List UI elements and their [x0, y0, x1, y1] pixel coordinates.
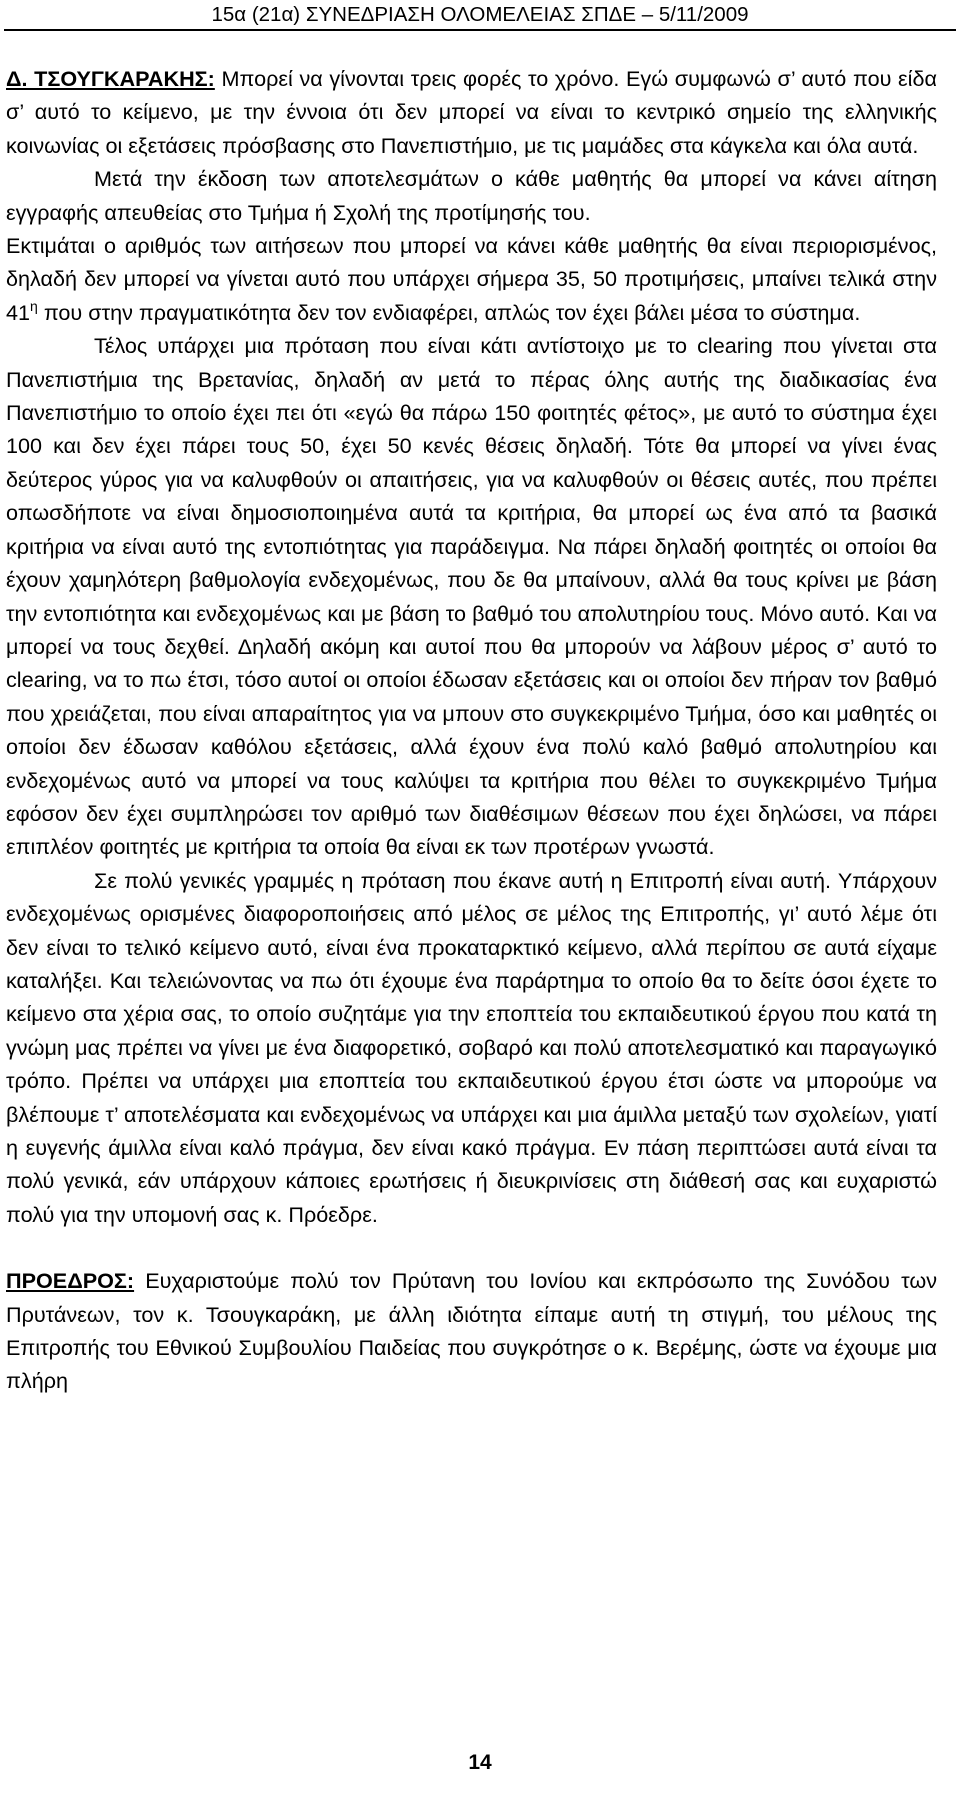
paragraph-text: Εκτιμάται ο αριθμός των αιτήσεων που μπορεί να κάνει κάθε μαθητής θα είναι περιορισμένος, δηλαδή δεν μπορεί να γίνεται αυτό που υπάρχει σήμερα 35, 50 προτιμήσεις, μπαίνει τελικά στην 41	[6, 233, 937, 325]
speaker-name: ΠΡΟΕΔΡΟΣ:	[6, 1268, 135, 1294]
paragraph	[6, 229, 937, 329]
paragraph: Σε πολύ γενικές γραμμές η πρόταση που έκανε αυτή η Επιτροπή είναι αυτή. Υπάρχουν ενδεχομένως ορισμένες διαφοροποιήσεις από μέλος σε μέλος της Επιτροπής, γι’ αυτό λέμε ότι δεν είναι το τελικό κείμενο αυτό, είναι ένα προκαταρκτικό κείμενο, αλλά περίπου σε αυτά είχαμε καταλήξει. Και τελειώνοντας να πω ότι έχουμε ένα παράρτημα το οποίο θα το δείτε όσοι έχετε το κείμενο στα χέρια σας, το οποίο συζητάμε για την εποπτεία του εκπαιδευτικού έργου που κατά τη γνώμη μας πρέπει να γίνει με ένα διαφορετικό, σοβαρό και πολύ αποτελεσματικό και παραγωγικό τρόπο. Πρέπει να υπάρχει μια εποπτεία του εκπαιδευτικού έργου έτσι ώστε να μπορούμε να βλέπουμε τ’ αποτελέσματα και ενδεχομένως να υπάρχει και μια άμιλλα μεταξύ των σχολείων, γιατί η ευγενής άμιλλα είναι καλό πράγμα, δεν είναι κακό πράγμα. Εν πάση περιπτώσει αυτά είναι τα πολύ γενικά, εάν υπάρχουν κάποιες ερωτήσεις ή διευκρινίσεις στη διάθεσή σας και ευχαριστώ πολύ για την υπομονή σας κ. Πρόεδρε.	[6, 867, 937, 1227]
ordinal-superscript: η	[30, 297, 38, 314]
page-number: 14	[468, 1751, 492, 1774]
paragraph	[6, 1264, 937, 1398]
paragraph-text: Ευχαριστούμε πολύ τον Πρύτανη του Ιονίου και εκπρόσωπο της Συνόδου των Πρυτάνεων, τον κ. Τσουγκαράκη, με άλλη ιδιότητα είπαμε αυτή τη στιγμή, του μέλους της Επιτροπής του Εθνικού Συμβουλίου Παιδείας που συγκρότησε ο κ. Βερέμης, ώστε να έχουμε μια πλήρη	[6, 1268, 937, 1394]
paragraph-text: Μπορεί να γίνονται τρεις φορές το χρόνο. Εγώ συμφωνώ σ’ αυτό που είδα σ’ αυτό το κείμενο, με την έννοια ότι δεν μπορεί να είναι το κεντρικό σημείο της ελληνικής κοινωνίας οι εξετάσεις πρόσβασης στο Πανεπιστήμιο, με τις μαμάδες στα κάγκελα και όλα αυτά.	[6, 66, 937, 158]
header-divider	[4, 29, 956, 31]
paragraph: Μετά την έκδοση των αποτελεσμάτων ο κάθε μαθητής θα μπορεί να κάνει αίτηση εγγραφής απευθείας στο Τμήμα ή Σχολή της προτίμησής του.	[6, 166, 937, 225]
page-header: 15α (21α) ΣΥΝΕΔΡΙΑΣΗ ΟΛΟΜΕΛΕΙΑΣ ΣΠΔΕ – 5/11/2009	[211, 3, 749, 26]
paragraph	[6, 62, 937, 162]
paragraph-text: που στην πραγματικότητα δεν τον ενδιαφέρει, απλώς τον έχει βάλει μέσα το σύστημα.	[37, 299, 861, 325]
paragraph: Τέλος υπάρχει μια πρόταση που είναι κάτι αντίστοιχο με το clearing που γίνεται στα Πανεπιστήμια της Βρετανίας, δηλαδή αν μετά το πέρας όλης αυτής της διαδικασίας ένα Πανεπιστήμιο το οποίο έχει πει ότι «εγώ θα πάρω 150 φοιτητές φέτος», με αυτό το σύστημα έχει 100 και δεν έχει πάρει τους 50, έχει 50 κενές θέσεις δηλαδή. Τότε θα μπορεί να γίνει ένας δεύτερος γύρος για να καλυφθούν οι απαιτήσεις, για να καλυφθούν οι θέσεις αυτές, που πρέπει οπωσδήποτε να είναι δημοσιοποιημένα αυτά τα κριτήρια, θα μπορεί ως ένα από τα βασικά κριτήρια να είναι αυτό της εντοπιότητας για παράδειγμα. Να πάρει δηλαδή φοιτητές οι οποίοι θα έχουν χαμηλότερη βαθμολογία ενδεχομένως, που δε θα μπαίνουν, αλλά θα τους κρίνει με βάση την εντοπιότητα και ενδεχομένως και με βάση το βαθμό του απολυτηρίου τους. Μόνο αυτό. Και να μπορεί να τους δεχθεί. Δηλαδή ακόμη και αυτοί που θα μπορούν να λάβουν μέρος σ’ αυτό το clearing, να το πω έτσι, τόσο αυτοί οι οποίοι έδωσαν εξετάσεις και οι οποίοι δεν πήραν τον βαθμό που χρειάζεται, που είναι απαραίτητος για να μπουν στο συγκεκριμένο Τμήμα, όσο και μαθητές οι οποίοι δεν έδωσαν καθόλου εξετάσεις, αλλά έχουν ένα πολύ καλό βαθμό απολυτηρίου και ενδεχομένως αυτό να μπορεί να τους καλύψει τα κριτήρια που θέλει το συγκεκριμένο Τμήμα εφόσον δεν έχει συμπληρώσει τον αριθμό των διαθέσιμων θέσεων που έχει δηλώσει, να πάρει επιπλέον φοιτητές με κριτήρια τα οποία θα είναι εκ των προτέρων γνωστά.	[6, 333, 937, 860]
document-body	[6, 62, 937, 1398]
speaker-name: Δ. ΤΣΟΥΓΚΑΡΑΚΗΣ:	[6, 66, 215, 91]
paragraph-gap	[6, 1231, 937, 1264]
